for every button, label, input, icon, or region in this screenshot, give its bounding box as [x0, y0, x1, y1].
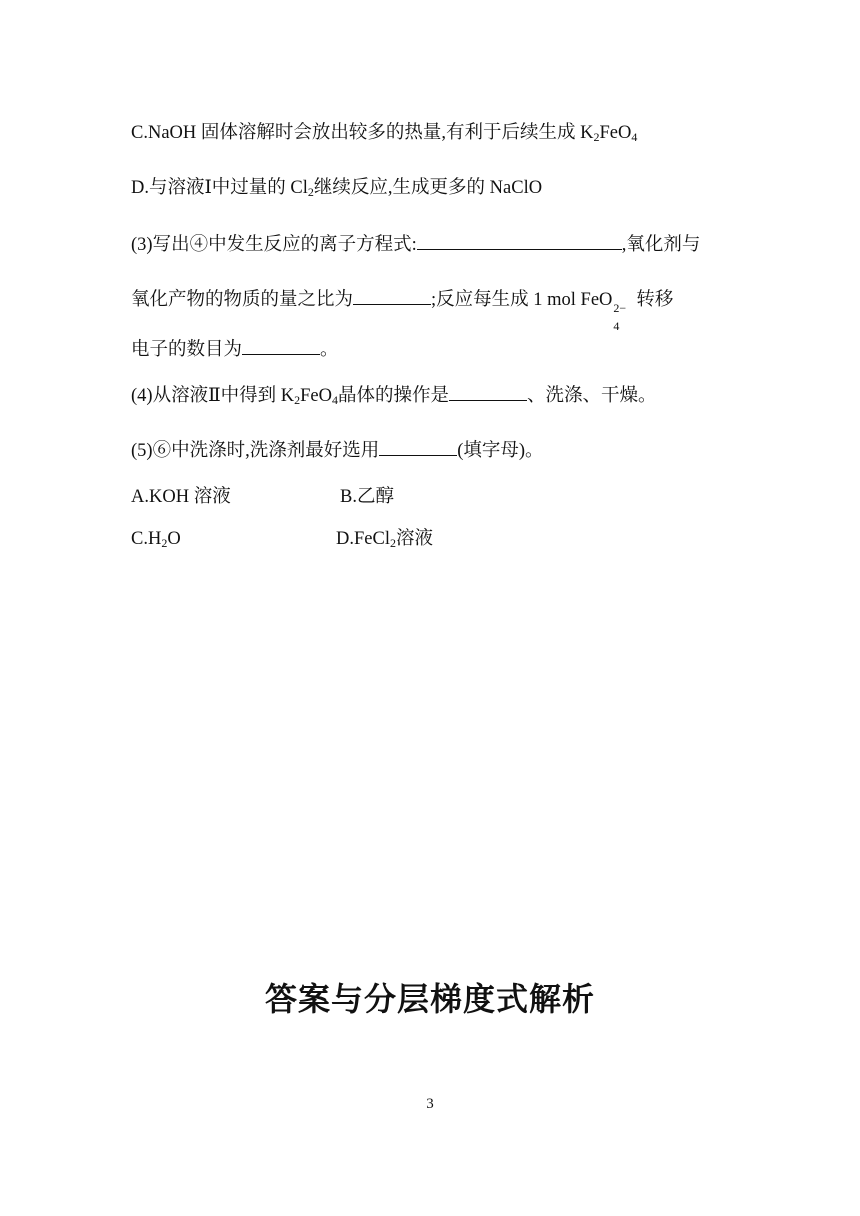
answer-section-heading: 答案与分层梯度式解析: [264, 980, 595, 1018]
question-5-line: (5)⑥中洗涤时,洗涤剂最好选用 (填字母)。: [131, 437, 544, 463]
option-d-line: D.与溶液Ⅰ中过量的 $Cl_2$继续反应,生成更多的 NaClO: [131, 178, 543, 199]
choice-a: A.KOH 溶液: [131, 487, 231, 507]
page-number: 3: [426, 1096, 434, 1112]
question-3-line-1: (3)写出④中发生反应的离子方程式: ,氧化剂与: [131, 231, 700, 257]
question-4-line: (4)从溶液Ⅱ中得到 $K_2FeO_4$晶体的操作是 、洗涤、干燥。: [131, 382, 657, 408]
answer-blank-ionic-equation[interactable]: [417, 231, 622, 250]
choice-d: D.FeCl$_2$溶液: [336, 529, 433, 550]
answer-blank-electron-count[interactable]: [242, 336, 320, 355]
choice-c: $C.H_2O$: [131, 529, 181, 550]
answer-blank-washing-agent[interactable]: [379, 437, 457, 456]
question-3-line-2: 氧化产物的物质的量之比为 ;反应每生成 1 mol FeO 2− 4 转移: [131, 286, 673, 312]
answer-blank-ratio[interactable]: [353, 286, 431, 305]
question-3-line-3: 电子的数目为 。: [131, 336, 339, 362]
answer-blank-operation[interactable]: [449, 382, 527, 401]
option-c-line: C.NaOH 固体溶解时会放出较多的热量,有利于后续生成 $K_2FeO_4$: [131, 123, 638, 144]
choice-b: B.乙醇: [340, 487, 394, 507]
